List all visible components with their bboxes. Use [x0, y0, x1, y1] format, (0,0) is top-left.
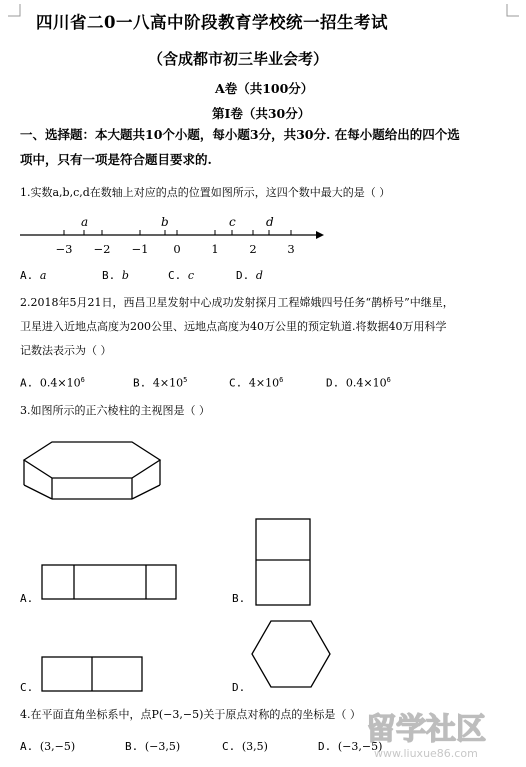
number-line-arrow-icon — [316, 231, 324, 239]
number-line-figure — [18, 212, 328, 262]
site-watermark — [360, 707, 520, 763]
q3-option-d-figure[interactable] — [248, 617, 334, 691]
q4-option-a[interactable]: A. (3,−5) — [20, 740, 76, 753]
question-3-stem: 3.如图所示的正六棱柱的主视图是（ ） — [20, 404, 210, 417]
q3-option-c-label[interactable]: C. — [20, 681, 34, 694]
page-corner-mark-left — [8, 4, 22, 18]
watermark-logo-icon — [360, 707, 520, 763]
q3-option-b-label[interactable]: B. — [232, 592, 246, 605]
q3-option-b-figure[interactable] — [253, 516, 313, 608]
q2-option-c[interactable]: C. $4\times 10^6$ — [229, 376, 284, 390]
exam-subtitle: （含成都市初三毕业会考） — [148, 50, 329, 68]
exam-title: 四川省二0一八高中阶段教育学校统一招生考试 — [36, 13, 388, 32]
q3-option-a-label[interactable]: A. — [20, 592, 34, 605]
question-4-stem: 4.在平面直角坐标系中，点P(−3,−5)关于原点对称的点的坐标是（ ） — [20, 708, 361, 721]
point-label-c: c — [229, 215, 236, 229]
q1-option-a[interactable]: A. a — [20, 269, 47, 282]
hexagonal-prism-figure — [18, 430, 168, 502]
q1-option-c[interactable]: C. c — [168, 269, 195, 282]
point-label-b: b — [161, 215, 169, 229]
number-line-ticks — [64, 230, 291, 235]
q4-option-d[interactable]: D. (−3,−5) — [318, 740, 383, 753]
page-corner-mark-right — [505, 4, 519, 18]
tick-label: −3 — [55, 242, 73, 256]
section-instructions-line2: 项中，只有一项是符合题目要求的. — [20, 152, 212, 167]
paper-a-heading: A卷（共100分） — [215, 81, 314, 96]
tick-label: −2 — [93, 242, 111, 256]
q1-option-d[interactable]: D. d — [236, 269, 263, 282]
part-one-heading: 第Ⅰ卷（共30分） — [212, 106, 311, 121]
question-2-line2: 卫星进入近地点高度为200公里、远地点高度为40万公里的预定轨道.将数据40万用科学 — [20, 320, 447, 333]
q2-option-d[interactable]: D. $0.4\times 10^6$ — [326, 376, 391, 390]
question-2-line1: 2.2018年5月21日，西昌卫星发射中心成功发射探月工程嫦娥四号任务“鹊桥号”中继星， — [20, 296, 454, 309]
tick-label: 2 — [249, 242, 257, 256]
tick-label: 3 — [287, 242, 295, 256]
svg-text:留学社区: 留学社区 — [366, 712, 486, 747]
question-1-stem: 1.实数a,b,c,d在数轴上对应的点的位置如图所示，这四个数中最大的是（ ） — [20, 186, 391, 199]
svg-text:www.liuxue86.com: www.liuxue86.com — [374, 747, 478, 760]
section-instructions-line1: 一、选择题：本大题共10个小题，每小题3分，共30分. 在每小题给出的四个选 — [20, 127, 460, 142]
tick-label: 0 — [173, 242, 181, 256]
q4-option-b[interactable]: B. (−3,5) — [125, 740, 181, 753]
q2-option-a[interactable]: A. $0.4\times 10^6$ — [20, 376, 85, 390]
q2-option-b[interactable]: B. $4\times 10^5$ — [133, 376, 188, 390]
point-label-d: d — [266, 215, 274, 229]
q1-option-b[interactable]: B. b — [102, 269, 129, 282]
tick-label: −1 — [131, 242, 149, 256]
q3-option-c-figure[interactable] — [40, 655, 146, 695]
q4-option-c[interactable]: C. (3,5) — [222, 740, 268, 753]
tick-label: 1 — [211, 242, 219, 256]
question-2-line3: 记数法表示为（ ） — [20, 344, 112, 357]
q3-option-a-figure[interactable] — [40, 563, 180, 603]
q3-option-d-label[interactable]: D. — [232, 681, 246, 694]
point-label-a: a — [81, 215, 89, 229]
